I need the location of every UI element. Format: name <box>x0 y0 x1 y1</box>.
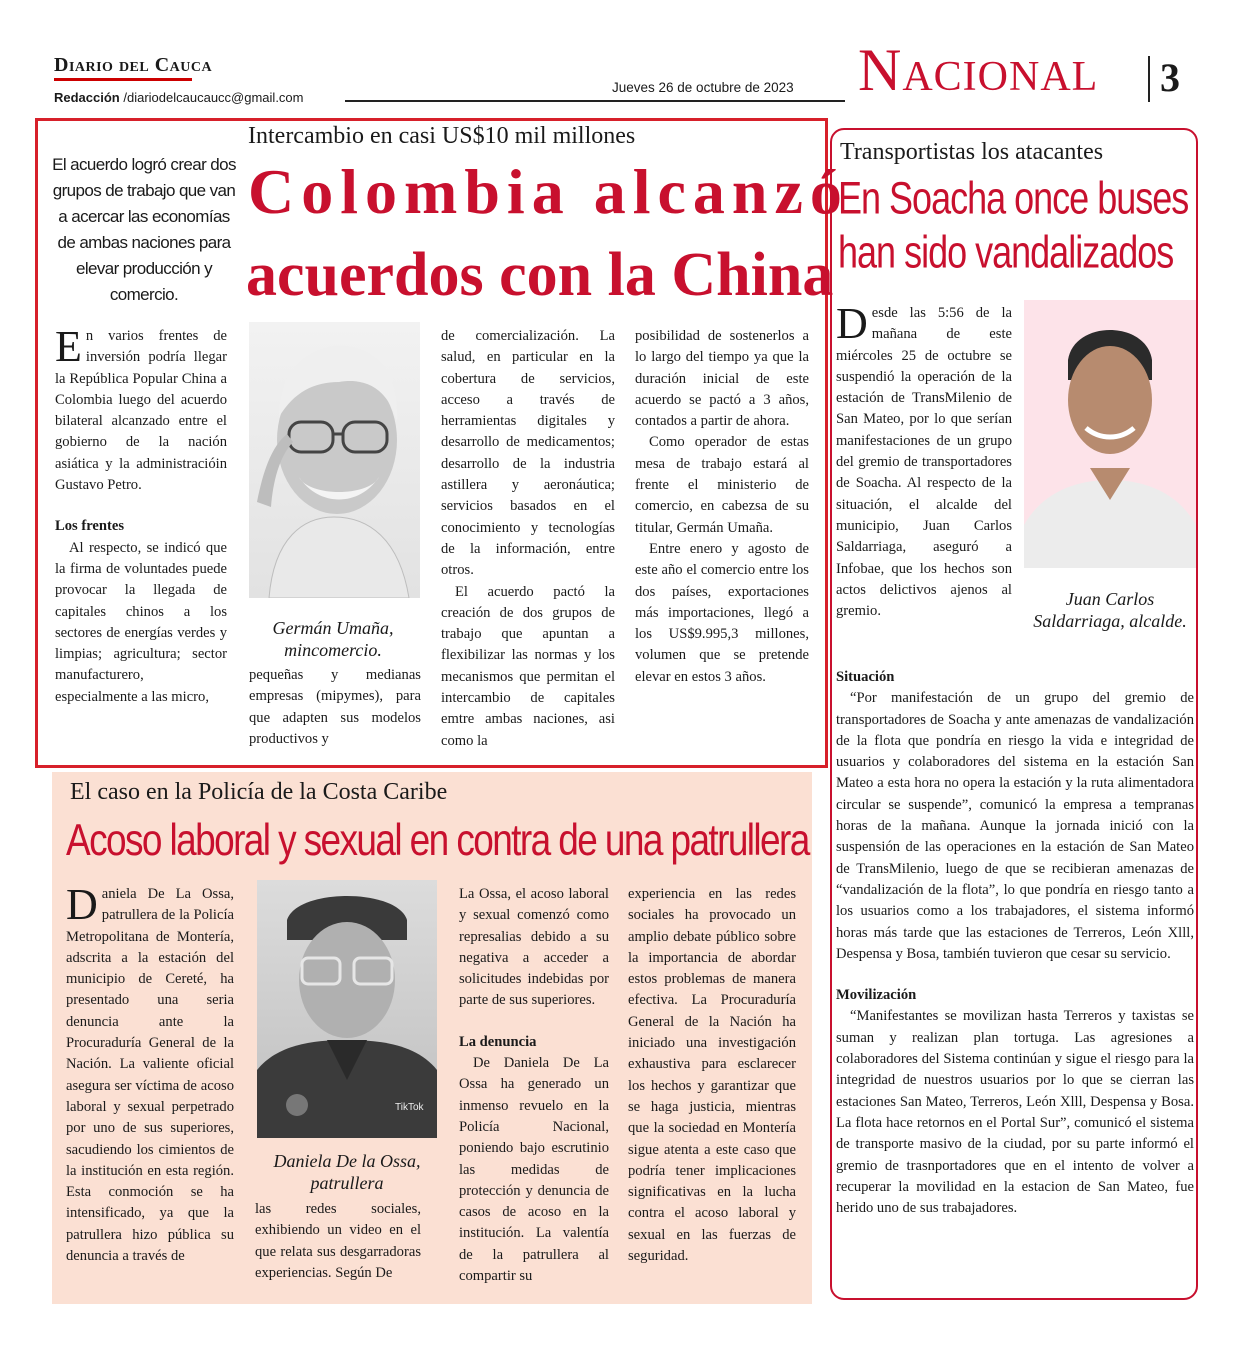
tiktok-watermark: TikTok <box>395 1102 424 1113</box>
paragraph: Como operador de estas mesa de trabajo estará al frente el ministerio de comercio, en cabezsa de su titular, Germán Umaña. <box>635 434 809 536</box>
china-summary: El acuerdo logró crear dos grupos de trabajo que van a acercar las economías de ambas naciones para elevar producción y comercio. <box>52 155 236 304</box>
china-kicker: Intercambio en casi US$10 mil millones <box>248 123 636 149</box>
saldarriaga-photo <box>1024 300 1196 568</box>
acoso-headline: Acoso laboral y sexual en contra de una patrullera <box>66 815 809 865</box>
header-rule <box>345 100 845 102</box>
paragraph: pequeñas y medianas empresas (mipymes), para que adapten sus modelos productivos y <box>249 667 421 747</box>
china-column-4 <box>635 326 809 688</box>
portrait-illustration <box>249 322 420 598</box>
acoso-column-4 <box>628 884 796 1267</box>
soacha-headline-line1: En Soacha once buses <box>838 172 1189 224</box>
daniela-photo <box>257 880 437 1138</box>
paragraph-text: n varios frentes de inversión podría llegar la República Popular China a Colombia luego del acuerdo bilateral alcanzado entre el gobierno de la nación asiática y la administracióin Gustavo Petro. <box>55 328 227 494</box>
china-column-2 <box>249 665 421 750</box>
paragraph: Entre enero y agosto de este año el comercio entre los dos países, exportaciones más importaciones, llegó a los US$9.995,3 millones, volumen que se pretende elevar en estos 3 años. <box>635 540 809 685</box>
portrait-illustration <box>257 880 437 1138</box>
paragraph: experiencia en las redes sociales ha provocado un amplio debate público sobre la importancia de abordar estos problemas de manera efectiva. La Procuraduría General de la Nación ha iniciado una investigación exhaustiva para esclarecer los hechos y garantizar que se haga justicia, mientras que la sociedad en Montería sigue atenta a este caso que podría tener implicaciones significativas en la lucha contra el acoso laboral y sexual en las fuerzas de seguridad. <box>628 886 796 1265</box>
redaccion-email: /diariodelcaucaucc@gmail.com <box>123 90 304 105</box>
soacha-headline-line2: han sido vandalizados <box>838 226 1174 278</box>
paragraph-text: aniela De La Ossa, patrullera de la Policía Metropolitana de Montería, adscrita a la estación del municipio de Cereté, ha presentado una seria denuncia ante la Procuraduría General de la Nación. La valiente oficial asegura ser víctima de acoso laboral y sexual perpetrado por uno de sus superiores, sacudiendo los cimientos de la institución en esta región. Esta conmoción se ha intensificado, ya que la patrullera hizo pública su denuncia a través de <box>66 886 234 1265</box>
paragraph: “Manifestantes se movilizan hasta Terreros y taxistas se suman y realizan plan tortuga. Las agresiones a colaboradores del Sistema continúan y sigue el riesgo para la integridad de nuestros usuarios por lo que se cierran las estaciones San Mateo, Terreros, León Xlll, Despensa y Bosa. La flota hace retornos en el Portal Sur”, comunicó el sistema de transporte masivo de la ciudad, por su parte informó el gremio de trasnportadores que en el intento de volver a recuperar la movilidad en la estacion de San Mateo, fue herido uno de sus trabajadores. <box>836 1008 1194 1217</box>
header-separator <box>1148 56 1150 102</box>
paragraph <box>66 880 234 1267</box>
china-headline-line2: acuerdos con la China <box>246 241 834 309</box>
masthead-underline <box>54 78 192 81</box>
subhead-movilizacion: Movilización <box>836 987 917 1004</box>
soacha-column-wide <box>836 667 1194 1219</box>
daniela-caption <box>257 1150 437 1194</box>
subhead-los-frentes: Los frentes <box>55 518 125 535</box>
acoso-column-3 <box>459 884 609 1287</box>
acoso-column-2 <box>255 1199 421 1284</box>
german-umana-photo <box>249 322 420 598</box>
drop-cap: D <box>836 299 868 348</box>
soacha-kicker: Transportistas los atacantes <box>840 139 1104 165</box>
page-number: 3 <box>1160 55 1180 100</box>
paragraph <box>55 322 227 496</box>
paragraph: La Ossa, el acoso laboral y sexual comenzó como represalias debido a su negativa a acceder a solicitudes indebidas por parte de sus superiores. <box>459 886 609 1009</box>
issue-date: Jueves 26 de octubre de 2023 <box>612 80 794 95</box>
caption-line: Daniela De la Ossa, <box>273 1151 421 1171</box>
china-column-1 <box>55 322 227 708</box>
masthead: Diario del Cauca <box>54 54 213 76</box>
drop-cap: D <box>66 880 98 929</box>
caption-line: mincomercio. <box>284 640 382 660</box>
caption-line: Juan Carlos <box>1065 589 1155 609</box>
redaccion-line <box>54 90 303 105</box>
paragraph: De Daniela De La Ossa ha generado un inmenso revuelo en la Policía Nacional, poniendo bajo escrutinio las medidas de protección y denuncia de casos de acoso en la institución. La valentía de la patrullera al compartir su <box>459 1055 609 1285</box>
caption-line: Saldarriaga, alcalde. <box>1033 611 1187 631</box>
paragraph: posibilidad de sostenerlos a lo largo del tiempo ya que la duración inicial de este acuerdo se pactó a 3 años, contados a partir de ahora. <box>635 328 809 430</box>
drop-cap: E <box>55 322 82 371</box>
caption-line: patrullera <box>310 1173 384 1193</box>
german-umana-caption <box>245 617 421 661</box>
paragraph: “Por manifestación de un grupo del gremio de transportadores de Soacha y ante amenazas de vandalización de la flota que pondría en riesgo la vida e integridad de usuarios y colaboradores del sistema en la estación San Mateo a esta hora no opera la estación y la ruta alimentadora circular se suspende”, comunicó la empresa a tempranas horas de la mañana. Aunque la jornada inició con la suspensión de las operaciones en la estación de San Mateo de TransMilenio, luego de que se recibieran amenazas de “vandalización de la flota”, lo que pondría en riesgo tanto a los usuarios como a los trabajadores, el sistema informó horas más tarde que las estaciones de Terreros, León Xlll, Despensa y Bosa, también tuvieron que cesar su servicio. <box>836 690 1194 962</box>
portrait-illustration <box>1024 300 1196 568</box>
redaccion-label: Redacción <box>54 90 120 105</box>
paragraph: Al respecto, se indicó que la firma de voluntades puede provocar la llegada de capitales chinos a los sectores de energías verdes y limpias; agricultura; sector manufacturero, especialmente a las micro, <box>55 539 227 705</box>
saldarriaga-caption <box>1020 588 1200 632</box>
soacha-column-narrow <box>836 299 1012 622</box>
paragraph-text: esde las 5:56 de la mañana de este miércoles 25 de octubre se suspendió la operación de la estación de TransMilenio de San Mateo, por lo que serían manifestaciones de un grupo del gremio de transportadores de Soacha. Al respecto de la situación, el alcalde del municipio, Juan Carlos Saldarriaga, aseguró a Infobae, que los hechos son actos delictivos ajenos al gremio. <box>836 305 1012 620</box>
china-headline-line1: Colombia alcanzó <box>248 156 849 227</box>
acoso-column-1 <box>66 880 234 1267</box>
subhead-situacion: Situación <box>836 669 895 685</box>
paragraph: El acuerdo pactó la creación de dos grupos de trabajo que apuntan a flexibilizar las normas y los mecanismos que permitan el intercambio de capitales emtre ambas naciones, asi como la <box>441 583 615 749</box>
caption-line: Germán Umaña, <box>272 618 394 638</box>
subhead-la-denuncia: La denuncia <box>459 1033 537 1050</box>
paragraph: de comercialización. La salud, en particular en la cobertura de servicios, acceso a través de herramientas digitales y desarrollo de medicamentos; desarrollo de la industria astillera y aeronáutica; servicios basados en el conocimiento y tecnologías de la información, entre otros. <box>441 328 615 579</box>
paragraph: las redes sociales, exhibiendo un video en el que relata sus desgarradoras experiencias. Según De <box>255 1201 421 1281</box>
acoso-kicker: El caso en la Policía de la Costa Caribe <box>70 779 448 805</box>
china-column-3 <box>441 326 615 752</box>
section-title: Nacional <box>858 37 1099 103</box>
paragraph <box>836 299 1012 622</box>
